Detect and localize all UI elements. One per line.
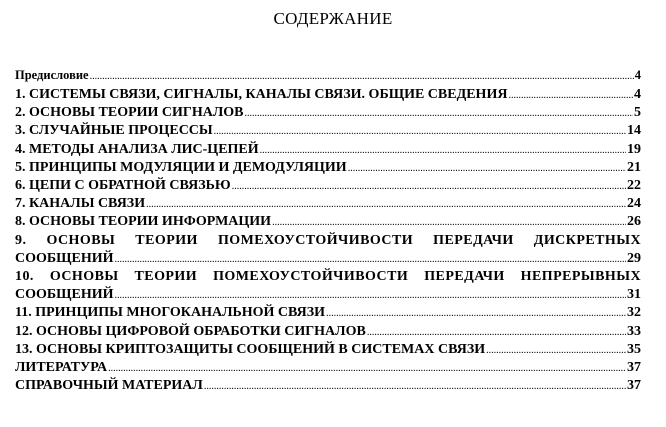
toc-entry-6[interactable] bbox=[15, 177, 641, 195]
toc-entry-13[interactable] bbox=[15, 341, 641, 359]
toc-entry-label-line2: СООБЩЕНИЙ bbox=[15, 287, 114, 303]
toc-entry-literature[interactable] bbox=[15, 359, 641, 377]
toc-entry-3[interactable] bbox=[15, 122, 641, 140]
toc-entry-10-continuation bbox=[15, 286, 641, 304]
dot-leader bbox=[90, 69, 634, 82]
toc-page-number: 14 bbox=[627, 123, 641, 139]
page-title: СОДЕРЖАНИЕ bbox=[273, 9, 393, 28]
toc-entry-label: 12. ОСНОВЫ ЦИФРОВОЙ ОБРАБОТКИ СИГНАЛОВ bbox=[15, 323, 366, 339]
toc-entry-label: 4. МЕТОДЫ АНАЛИЗА ЛИС-ЦЕПЕЙ bbox=[15, 141, 259, 157]
toc-page-number: 37 bbox=[627, 360, 641, 376]
toc-entry-reference[interactable] bbox=[15, 377, 641, 395]
dot-leader bbox=[115, 288, 626, 302]
toc-entry-label-line2: СООБЩЕНИЙ bbox=[15, 250, 114, 266]
dot-leader bbox=[204, 379, 626, 393]
toc-page-number: 26 bbox=[627, 214, 641, 230]
toc-entry-9[interactable] bbox=[15, 232, 641, 268]
toc-page-number: 37 bbox=[627, 378, 641, 394]
table-of-contents bbox=[15, 68, 641, 395]
dot-leader bbox=[245, 106, 634, 120]
toc-page-number: 5 bbox=[634, 105, 641, 121]
toc-page-number: 4 bbox=[634, 87, 641, 102]
toc-entry-11[interactable] bbox=[15, 304, 641, 322]
toc-page-number: 29 bbox=[627, 250, 641, 266]
dot-leader bbox=[486, 343, 626, 357]
dot-leader bbox=[214, 124, 626, 138]
dot-leader bbox=[326, 306, 626, 320]
toc-entry-5[interactable] bbox=[15, 159, 641, 177]
toc-entry-10[interactable] bbox=[15, 268, 641, 304]
dot-leader bbox=[508, 88, 633, 102]
toc-entry-7[interactable] bbox=[15, 195, 641, 213]
dot-leader bbox=[367, 325, 626, 339]
toc-entry-label-line1: 10. ОСНОВЫ ТЕОРИИ ПОМЕХОУСТОЙЧИВОСТИ ПЕРЕДАЧИ НЕПРЕРЫВНЫХ bbox=[15, 269, 641, 285]
toc-page-number: 22 bbox=[627, 178, 641, 194]
dot-leader bbox=[146, 197, 626, 211]
toc-entry-label: Предисловие bbox=[15, 68, 89, 82]
toc-entry-2[interactable] bbox=[15, 104, 641, 122]
toc-entry-preface[interactable] bbox=[15, 68, 641, 82]
toc-page-number: 31 bbox=[627, 287, 641, 303]
toc-entry-label: 8. ОСНОВЫ ТЕОРИИ ИНФОРМАЦИИ bbox=[15, 214, 272, 230]
dot-leader bbox=[232, 179, 626, 193]
toc-entry-9-continuation bbox=[15, 250, 641, 268]
toc-page-number: 32 bbox=[627, 305, 641, 321]
dot-leader bbox=[108, 361, 626, 375]
dot-leader bbox=[348, 161, 626, 175]
toc-entry-4[interactable] bbox=[15, 141, 641, 159]
toc-entry-label-line1: 9. ОСНОВЫ ТЕОРИИ ПОМЕХОУСТОЙЧИВОСТИ ПЕРЕДАЧИ ДИСКРЕТНЫХ bbox=[15, 232, 641, 248]
toc-entry-label: СПРАВОЧНЫЙ МАТЕРИАЛ bbox=[15, 378, 203, 394]
toc-entry-label: 6. ЦЕПИ С ОБРАТНОЙ СВЯЗЬЮ bbox=[15, 178, 231, 194]
toc-entry-label: 7. КАНАЛЫ СВЯЗИ bbox=[15, 196, 146, 212]
toc-entry-1[interactable] bbox=[15, 86, 641, 104]
toc-entry-label: ЛИТЕРАТУРА bbox=[15, 360, 108, 376]
toc-entry-label: 13. ОСНОВЫ КРИПТОЗАЩИТЫ СООБЩЕНИЙ В СИСТЕМАХ СВЯЗИ bbox=[15, 341, 486, 357]
dot-leader bbox=[272, 215, 626, 229]
toc-page-number: 4 bbox=[634, 68, 641, 82]
toc-entry-12[interactable] bbox=[15, 323, 641, 341]
toc-page-number: 33 bbox=[627, 323, 641, 339]
toc-entry-label: 11. ПРИНЦИПЫ МНОГОКАНАЛЬНОЙ СВЯЗИ bbox=[15, 305, 326, 321]
toc-entry-label: 2. ОСНОВЫ ТЕОРИИ СИГНАЛОВ bbox=[15, 105, 244, 121]
toc-page-number: 35 bbox=[627, 341, 641, 357]
dot-leader bbox=[115, 252, 626, 266]
toc-entry-label: 3. СЛУЧАЙНЫЕ ПРОЦЕССЫ bbox=[15, 123, 213, 139]
toc-entry-8[interactable] bbox=[15, 213, 641, 231]
toc-page-number: 24 bbox=[627, 196, 641, 212]
toc-page-number: 21 bbox=[627, 159, 641, 175]
toc-page-number: 19 bbox=[627, 141, 641, 157]
dot-leader bbox=[260, 143, 626, 157]
toc-entry-label: 5. ПРИНЦИПЫ МОДУЛЯЦИИ И ДЕМОДУЛЯЦИИ bbox=[15, 159, 347, 175]
toc-entry-label: 1. СИСТЕМЫ СВЯЗИ, СИГНАЛЫ, КАНАЛЫ СВЯЗИ. ОБЩИЕ СВЕДЕНИЯ bbox=[15, 87, 508, 102]
